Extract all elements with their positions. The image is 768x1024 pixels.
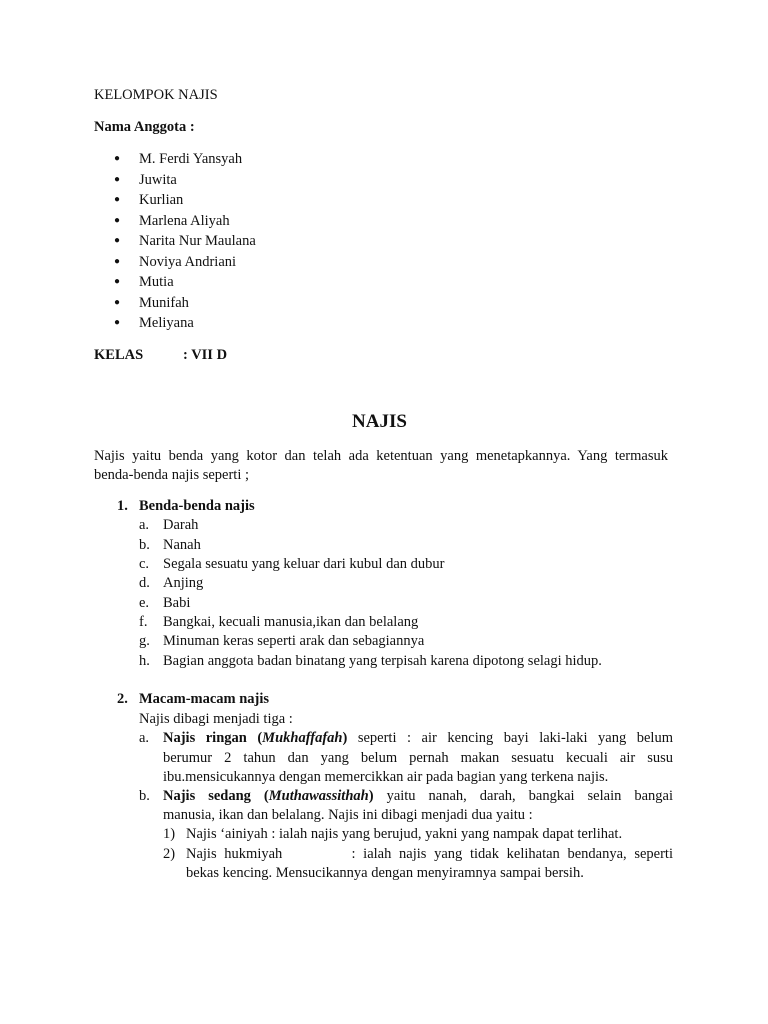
item-marker: 1) (163, 826, 176, 842)
list-item: Darah (163, 517, 199, 533)
list-item: Mutia (139, 274, 174, 290)
group-title: KELOMPOK NAJIS (94, 87, 218, 103)
item-marker: f. (139, 614, 148, 630)
list-item: Narita Nur Maulana (139, 233, 256, 249)
najis-sedang-line-2: manusia, ikan dan belalang. Najis ini dibagi menjadi dua yaitu : (163, 807, 533, 823)
section-1-heading: Benda-benda najis (139, 498, 255, 514)
list-item: Noviya Andriani (139, 254, 237, 270)
list-item: Munifah (139, 295, 189, 311)
najis-sedang-name: Najis sedang (Muthawassithah) (163, 788, 374, 804)
bullet-icon: ● (114, 297, 121, 308)
item-marker: a. (139, 730, 150, 746)
item-marker: 2) (163, 846, 176, 862)
list-item: Marlena Aliyah (139, 213, 230, 229)
section-2-heading: Macam-macam najis (139, 691, 270, 707)
section-1-number: 1. (117, 498, 128, 514)
bullet-icon: ● (114, 194, 121, 205)
bullet-icon: ● (114, 317, 121, 328)
najis-ringan-name: Najis ringan (Mukhaffafah) (163, 730, 348, 746)
list-item: Bangkai, kecuali manusia,ikan dan belalang (163, 614, 419, 630)
bullet-icon: ● (114, 256, 121, 267)
item-marker: h. (139, 653, 150, 669)
najis-hukmiyah-line-1: Najis hukmiyah : ialah najis yang tidak kelihatan bendanya, seperti (186, 846, 673, 862)
bullet-icon: ● (114, 174, 121, 185)
list-item: Segala sesuatu yang keluar dari kubul dan dubur (163, 556, 445, 572)
page-title: NAJIS (352, 411, 407, 432)
list-item: Juwita (139, 172, 177, 188)
intro-line-2: benda-benda najis seperti ; (94, 467, 250, 483)
najis-sedang-line-1: Najis sedang (Muthawassithah) yaitu nanah, darah, bangkai selain bangai (163, 788, 673, 804)
section-2-number: 2. (117, 691, 128, 707)
item-marker: g. (139, 633, 150, 649)
list-item: Nanah (163, 537, 201, 553)
item-marker: c. (139, 556, 150, 572)
class-label: KELAS (94, 347, 144, 363)
list-item: Meliyana (139, 315, 194, 331)
item-marker: b. (139, 537, 150, 553)
section-2-intro: Najis dibagi menjadi tiga : (139, 711, 293, 727)
list-item: M. Ferdi Yansyah (139, 151, 243, 167)
item-marker: e. (139, 595, 150, 611)
list-item: Babi (163, 595, 191, 611)
item-marker: b. (139, 788, 150, 804)
najis-ringan-line-1: Najis ringan (Mukhaffafah) seperti : air kencing bayi laki-laki yang belum (163, 730, 673, 746)
intro-line-1: Najis yaitu benda yang kotor dan telah ada ketentuan yang menetapkannya. Yang termasuk (94, 448, 668, 464)
najis-hukmiyah-line-2: bekas kencing. Mensucikannya dengan menyiramnya sampai bersih. (186, 865, 584, 881)
bullet-icon: ● (114, 153, 121, 164)
list-item: Kurlian (139, 192, 184, 208)
list-item: Minuman keras seperti arak dan sebagiannya (163, 633, 425, 649)
bullet-icon: ● (114, 276, 121, 287)
najis-ringan-line-3: ibu.mensicukannya dengan memercikkan air pada bagian yang terkena najis. (163, 769, 609, 785)
item-marker: a. (139, 517, 150, 533)
najis-ainiyah: Najis ‘ainiyah : ialah najis yang berujud, yakni yang nampak dapat terlihat. (186, 826, 623, 842)
list-item: Bagian anggota badan binatang yang terpisah karena dipotong selagi hidup. (163, 653, 602, 669)
members-label: Nama Anggota : (94, 119, 195, 135)
najis-ringan-line-2: berumur 2 tahun dan yang belum pernah makan sesuatu kecuali air susu (163, 750, 673, 766)
bullet-icon: ● (114, 215, 121, 226)
class-value: : VII D (183, 347, 228, 363)
bullet-icon: ● (114, 235, 121, 246)
item-marker: d. (139, 575, 150, 591)
list-item: Anjing (163, 575, 204, 591)
